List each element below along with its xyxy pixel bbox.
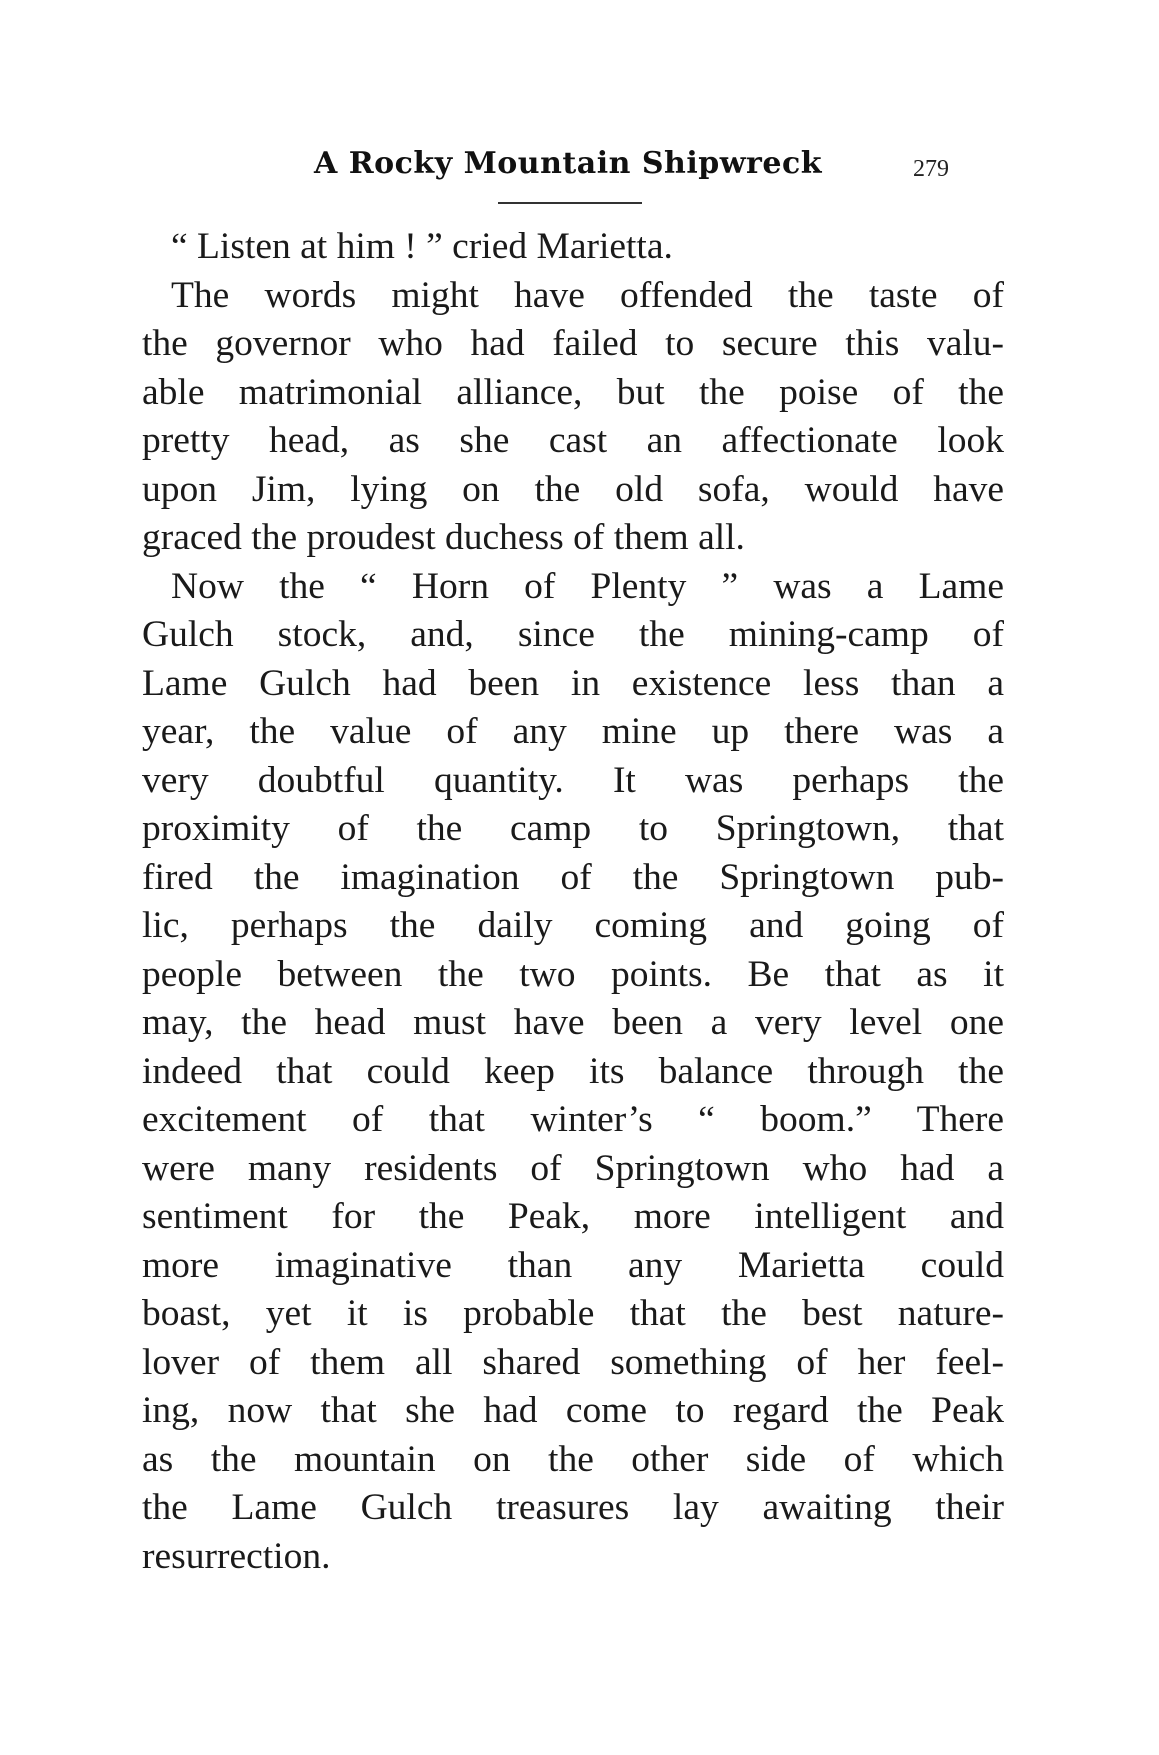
text-line: The words might have offended the taste of [171,274,1004,316]
text-line: indeed that could keep its balance through the [142,1050,1004,1092]
text-line: the Lame Gulch treasures lay awaiting their [142,1487,1004,1528]
text-line: lover of them all shared something of her feel- [142,1341,1004,1383]
text-line: able matrimonial alliance, but the poise of the [142,371,1004,413]
running-head [0,146,1159,196]
text-line: the governor who had failed to secure this valu- [142,323,1004,364]
text-line: upon Jim, lying on the old sofa, would have [142,468,1004,510]
text-line: proximity of the camp to Springtown, that [142,808,1004,849]
running-head-title: A Rocky Mountain Shipwreck [314,146,822,181]
text-line: as the mountain on the other side of which [142,1438,1004,1480]
text-line: more imaginative than any Marietta could [142,1244,1004,1286]
body-text [142,223,1004,1581]
header-rule-divider [498,202,642,204]
text-line: lic, perhaps the daily coming and going of [142,905,1004,946]
text-line: year, the value of any mine up there was a [142,711,1004,752]
text-line: “ Listen at him ! ” cried Marietta. [171,226,673,267]
text-line: ing, now that she had come to regard the Peak [142,1390,1004,1431]
text-line: may, the head must have been a very level one [142,1002,1004,1043]
page-number: 279 [913,156,949,182]
text-line: Now the “ Horn of Plenty ” was a Lame [171,565,1004,607]
text-line: sentiment for the Peak, more intelligent and [142,1196,1004,1237]
text-line: fired the imagination of the Springtown pub- [142,856,1004,898]
text-line: Lame Gulch had been in existence less than a [142,662,1004,704]
text-line: Gulch stock, and, since the mining-camp of [142,614,1004,655]
text-line: pretty head, as she cast an affectionate look [142,420,1004,461]
text-line: very doubtful quantity. It was perhaps the [142,759,1004,801]
text-line: graced the proudest duchess of them all. [142,517,745,558]
text-line: were many residents of Springtown who had a [142,1147,1004,1189]
text-line: boast, yet it is probable that the best nature- [142,1293,1004,1334]
text-line: excitement of that winter’s “ boom.” There [142,1099,1004,1140]
text-line: people between the two points. Be that as it [142,953,1004,995]
text-line: resurrection. [142,1535,331,1577]
